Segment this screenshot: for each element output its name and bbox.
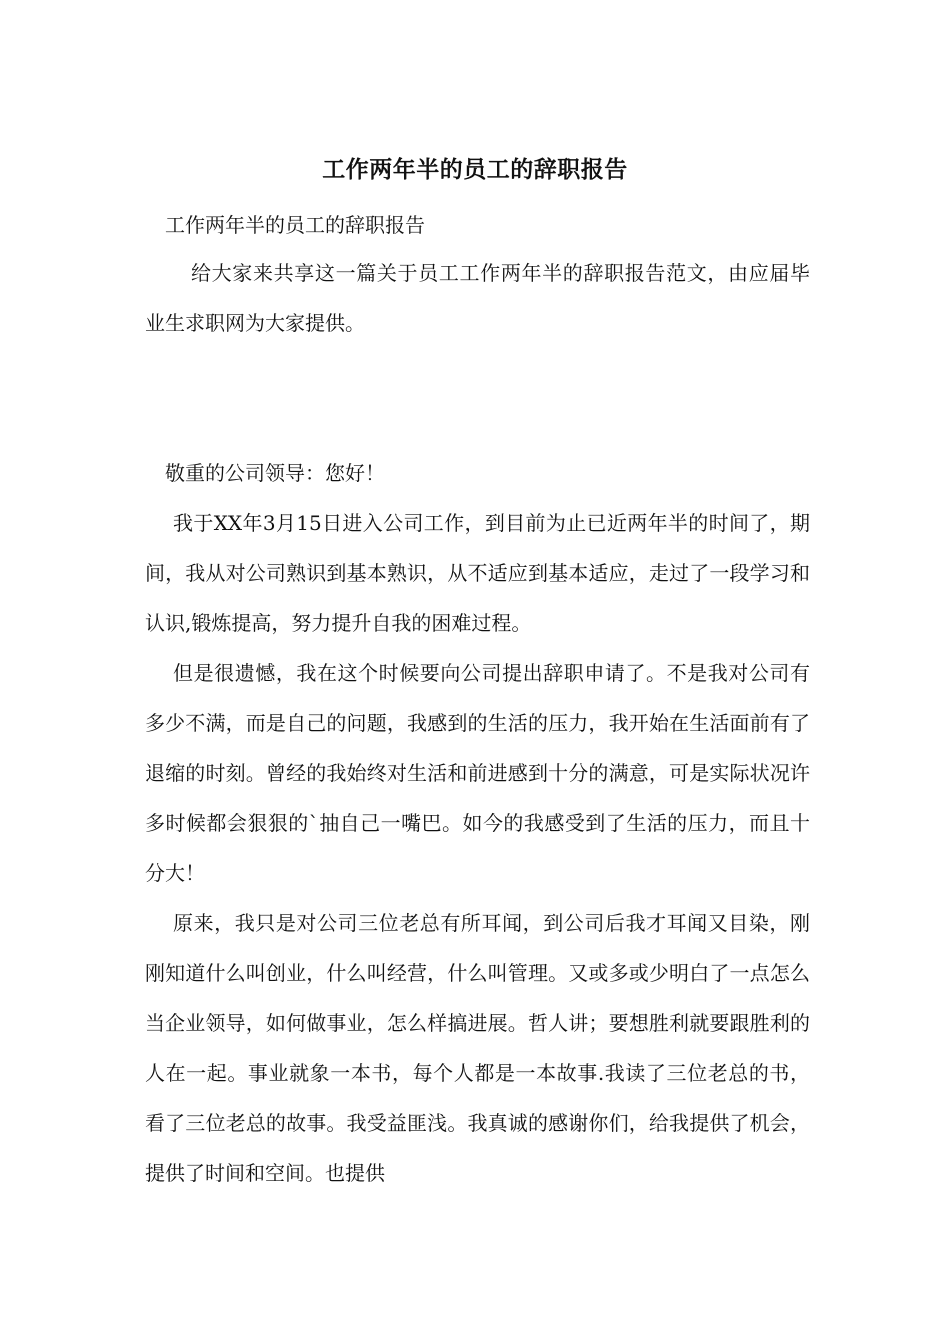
body-paragraph-2: 但是很遗憾，我在这个时候要向公司提出辞职申请了。不是我对公司有多少不满，而是自己的问题，我感到的生活的压力，我开始在生活面前有了退缩的时刻。曾经的我始终对生活和前进感到十分的满意，可是实际状况许多时候都会狠狠的`抽自己一嘴巴。如今的我感受到了生活的压力，而且十分大！ (145, 661, 810, 885)
body-paragraph-3: 原来，我只是对公司三位老总有所耳闻，到公司后我才耳闻又目染，刚刚知道什么叫创业，什么叫经营，什么叫管理。又或多或少明白了一点怎么当企业领导，如何做事业，怎么样搞进展。哲人讲；要想胜利就要跟胜利的人在一起。事业就象一本书，每个人都是一本故事.我读了三位老总的书，看了三位老总的故事。我受益匪浅。我真诚的感谢你们，给我提供了机会，提供了时间和空间。也提供 (145, 911, 810, 1185)
intro-paragraph: 给大家来共享这一篇关于员工工作两年半的辞职报告范文，由应届毕业生求职网为大家提供。 (145, 261, 810, 335)
body-paragraph-1: 我于XX年3月15日进入公司工作，到目前为止已近两年半的时间了，期间，我从对公司熟识到基本熟识，从不适应到基本适应，走过了一段学习和认识,锻炼提高，努力提升自我的困难过程。 (145, 511, 810, 635)
document-title: 工作两年半的员工的辞职报告 (322, 156, 628, 183)
document-subtitle: 工作两年半的员工的辞职报告 (165, 213, 425, 237)
greeting-line: 敬重的公司领导：您好！ (165, 461, 385, 485)
